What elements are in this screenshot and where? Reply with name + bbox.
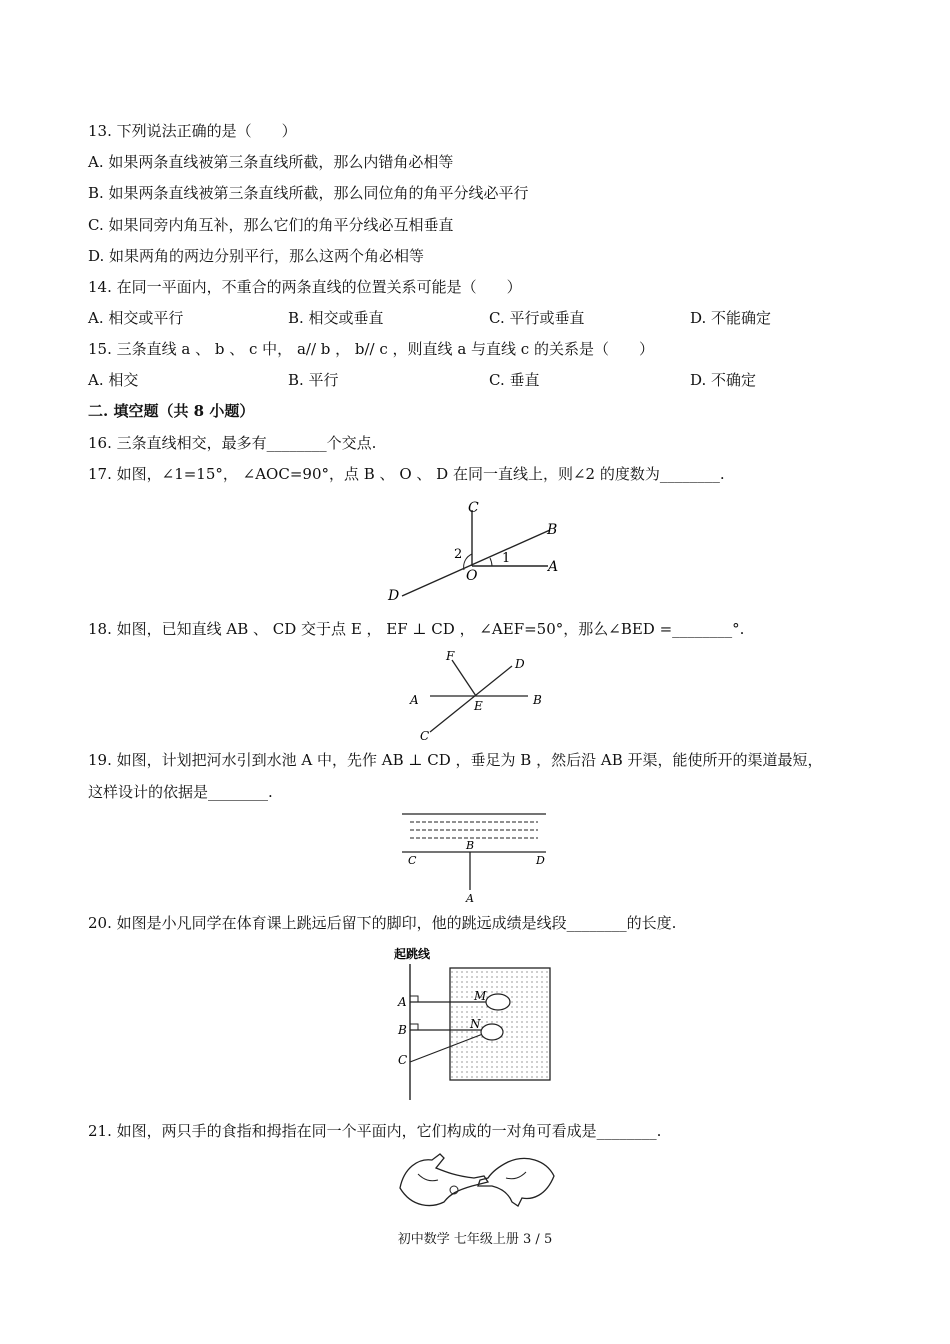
q19-figure — [396, 806, 556, 906]
q13-option-a: A. 如果两条直线被第三条直线所截，那么内错角必相等 — [88, 153, 454, 171]
q18-label-f: F — [446, 649, 455, 663]
q15-stem: 15. 三条直线 a 、 b 、 c 中， a// b ， b// c ，则直线 a 与直线 c 的关系是（ ） — [88, 340, 654, 358]
q17-label-angle2: 2 — [454, 547, 463, 562]
q15-option-d: D. 不确定 — [690, 371, 757, 389]
q15-option-a: A. 相交 — [88, 371, 139, 389]
q21-hands-figure — [396, 1148, 558, 1212]
q21-stem: 21. 如图，两只手的食指和拇指在同一个平面内，它们构成的一对角可看成是________. — [88, 1122, 662, 1140]
q17-label-b: B — [547, 522, 558, 538]
q14-option-a: A. 相交或平行 — [88, 309, 184, 327]
q16-stem: 16. 三条直线相交，最多有________个交点. — [88, 434, 377, 452]
q20-label-b: B — [398, 1023, 407, 1037]
q20-label-m: M — [474, 989, 487, 1003]
q19-stem-2: 这样设计的依据是________. — [88, 783, 273, 801]
q13-option-b: B. 如果两条直线被第三条直线所截，那么同位角的角平分线必平行 — [88, 184, 529, 202]
q13-stem: 13. 下列说法正确的是（ ） — [88, 122, 297, 140]
q14-option-c: C. 平行或垂直 — [489, 309, 585, 327]
q20-label-n: N — [470, 1017, 481, 1031]
q14-option-d: D. 不能确定 — [690, 309, 772, 327]
q17-label-a: A — [548, 559, 559, 575]
q18-label-e: E — [474, 699, 483, 713]
q19-label-c: C — [408, 854, 417, 867]
q13-option-d: D. 如果两角的两边分别平行，那么这两个角必相等 — [88, 247, 425, 265]
q20-stem: 20. 如图是小凡同学在体育课上跳远后留下的脚印，他的跳远成绩是线段________的长度. — [88, 914, 677, 932]
q14-stem: 14. 在同一平面内，不重合的两条直线的位置关系可能是（ ） — [88, 278, 522, 296]
q14-option-b: B. 相交或垂直 — [288, 309, 384, 327]
q20-label-a: A — [398, 995, 407, 1009]
q19-label-a: A — [466, 892, 474, 905]
page-footer: 初中数学 七年级上册 3 / 5 — [397, 1232, 553, 1247]
q17-label-angle1: 1 — [502, 551, 511, 566]
q20-figure — [390, 940, 570, 1102]
q17-figure — [380, 496, 570, 606]
q20-label-c: C — [398, 1053, 408, 1067]
q15-option-b: B. 平行 — [288, 371, 339, 389]
q18-label-c: C — [420, 729, 430, 743]
section-title: 二. 填空题（共 8 小题） — [88, 402, 255, 420]
q15-option-c: C. 垂直 — [489, 371, 540, 389]
q19-label-d: D — [536, 854, 545, 867]
q18-label-b: B — [533, 693, 542, 707]
q20-label-line: 起跳线 — [394, 947, 431, 961]
q13-option-c: C. 如果同旁内角互补，那么它们的角平分线必互相垂直 — [88, 216, 454, 234]
q17-label-c: C — [468, 500, 479, 516]
q19-stem: 19. 如图，计划把河水引到水池 A 中，先作 AB ⊥ CD ，垂足为 B ，然后沿 AB 开渠，能使所开的渠道最短， — [88, 751, 823, 769]
q17-label-o: O — [466, 568, 478, 584]
q17-stem: 17. 如图，∠1=15°， ∠AOC=90°，点 B 、 O 、 D 在同一直线上，则∠2 的度数为________. — [88, 465, 725, 483]
q18-figure — [400, 646, 560, 746]
q19-label-b: B — [466, 839, 475, 852]
q17-label-d: D — [388, 588, 400, 604]
q18-stem: 18. 如图，已知直线 AB 、 CD 交于点 E ， EF ⊥ CD ， ∠AEF=50°，那么∠BED =________°. — [88, 620, 745, 638]
q18-label-d: D — [515, 657, 525, 671]
q18-label-a: A — [410, 693, 419, 707]
